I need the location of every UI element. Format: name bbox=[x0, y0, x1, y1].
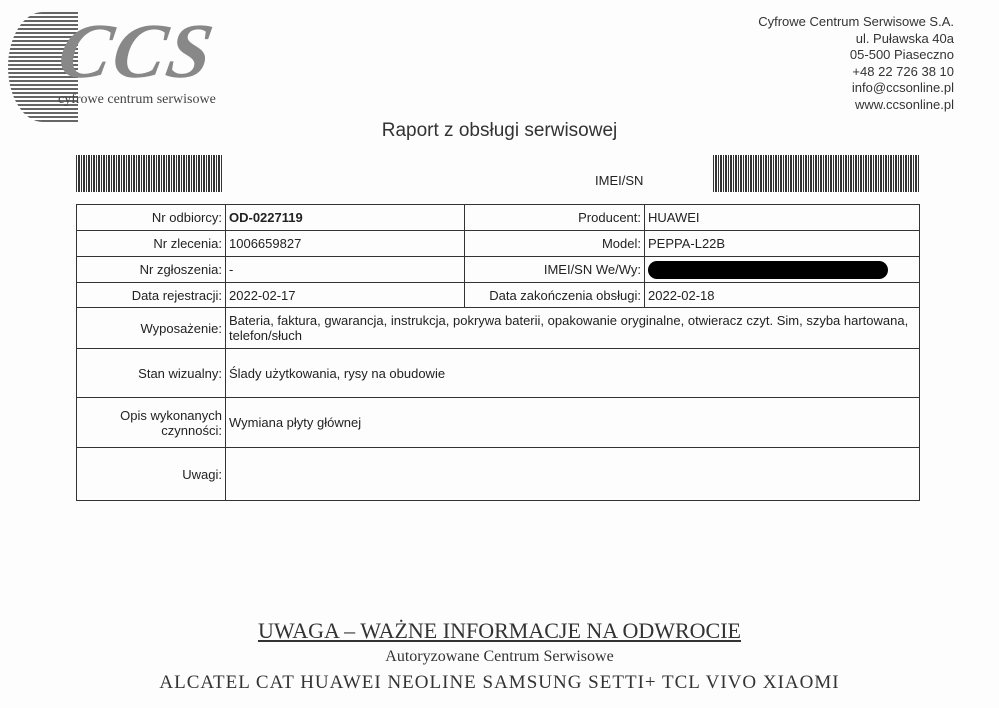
warning-heading: UWAGA – WAŻNE INFORMACJE NA ODWROCIE bbox=[258, 618, 741, 643]
logo-subtitle: cyfrowe centrum serwisowe bbox=[58, 92, 216, 107]
page-title: Raport z obsługi serwisowej bbox=[381, 120, 618, 141]
redaction-mark bbox=[648, 261, 888, 279]
imei-label: IMEI/SN bbox=[595, 173, 644, 188]
logo: CCS bbox=[52, 7, 222, 94]
brand-list: ALCATEL CAT HUAWEI NEOLINE SAMSUNG SETTI+ TCL VIVO XIAOMI bbox=[159, 672, 840, 693]
imei-redacted bbox=[645, 257, 920, 283]
barcode-right bbox=[713, 155, 919, 192]
service-report-table: Nr odbiorcy: OD-0227119 Producent: HUAWEI Nr zlecenia: 1006659827 Model: PEPPA-L22B Nr zgłoszenia: - IMEI/SN We/Wy: Data rejestracji: 2022-02-17 Data zakończenia obsługi: 2022-02-18 Wyposażenie: Bateria, faktura, gwarancja, instrukcja, pokrywa baterii, opakowanie oryginalne, otwieracz czyt. Sim, szyba hartowana, telefon/słuch Stan wizualny: Ślady użytkowania, rysy na obudowie Opis wykonanych czynności: Wymiana płyty głównej Uwagi: bbox=[76, 204, 920, 501]
company-address: Cyfrowe Centrum Serwisowe S.A. ul. Puławska 40a 05-500 Piaseczno +48 22 726 38 10 info@ccsonline.pl www.ccsonline.pl bbox=[758, 14, 954, 112]
barcode-left bbox=[76, 155, 222, 192]
footer-subtitle: Autoryzowane Centrum Serwisowe bbox=[385, 648, 614, 665]
